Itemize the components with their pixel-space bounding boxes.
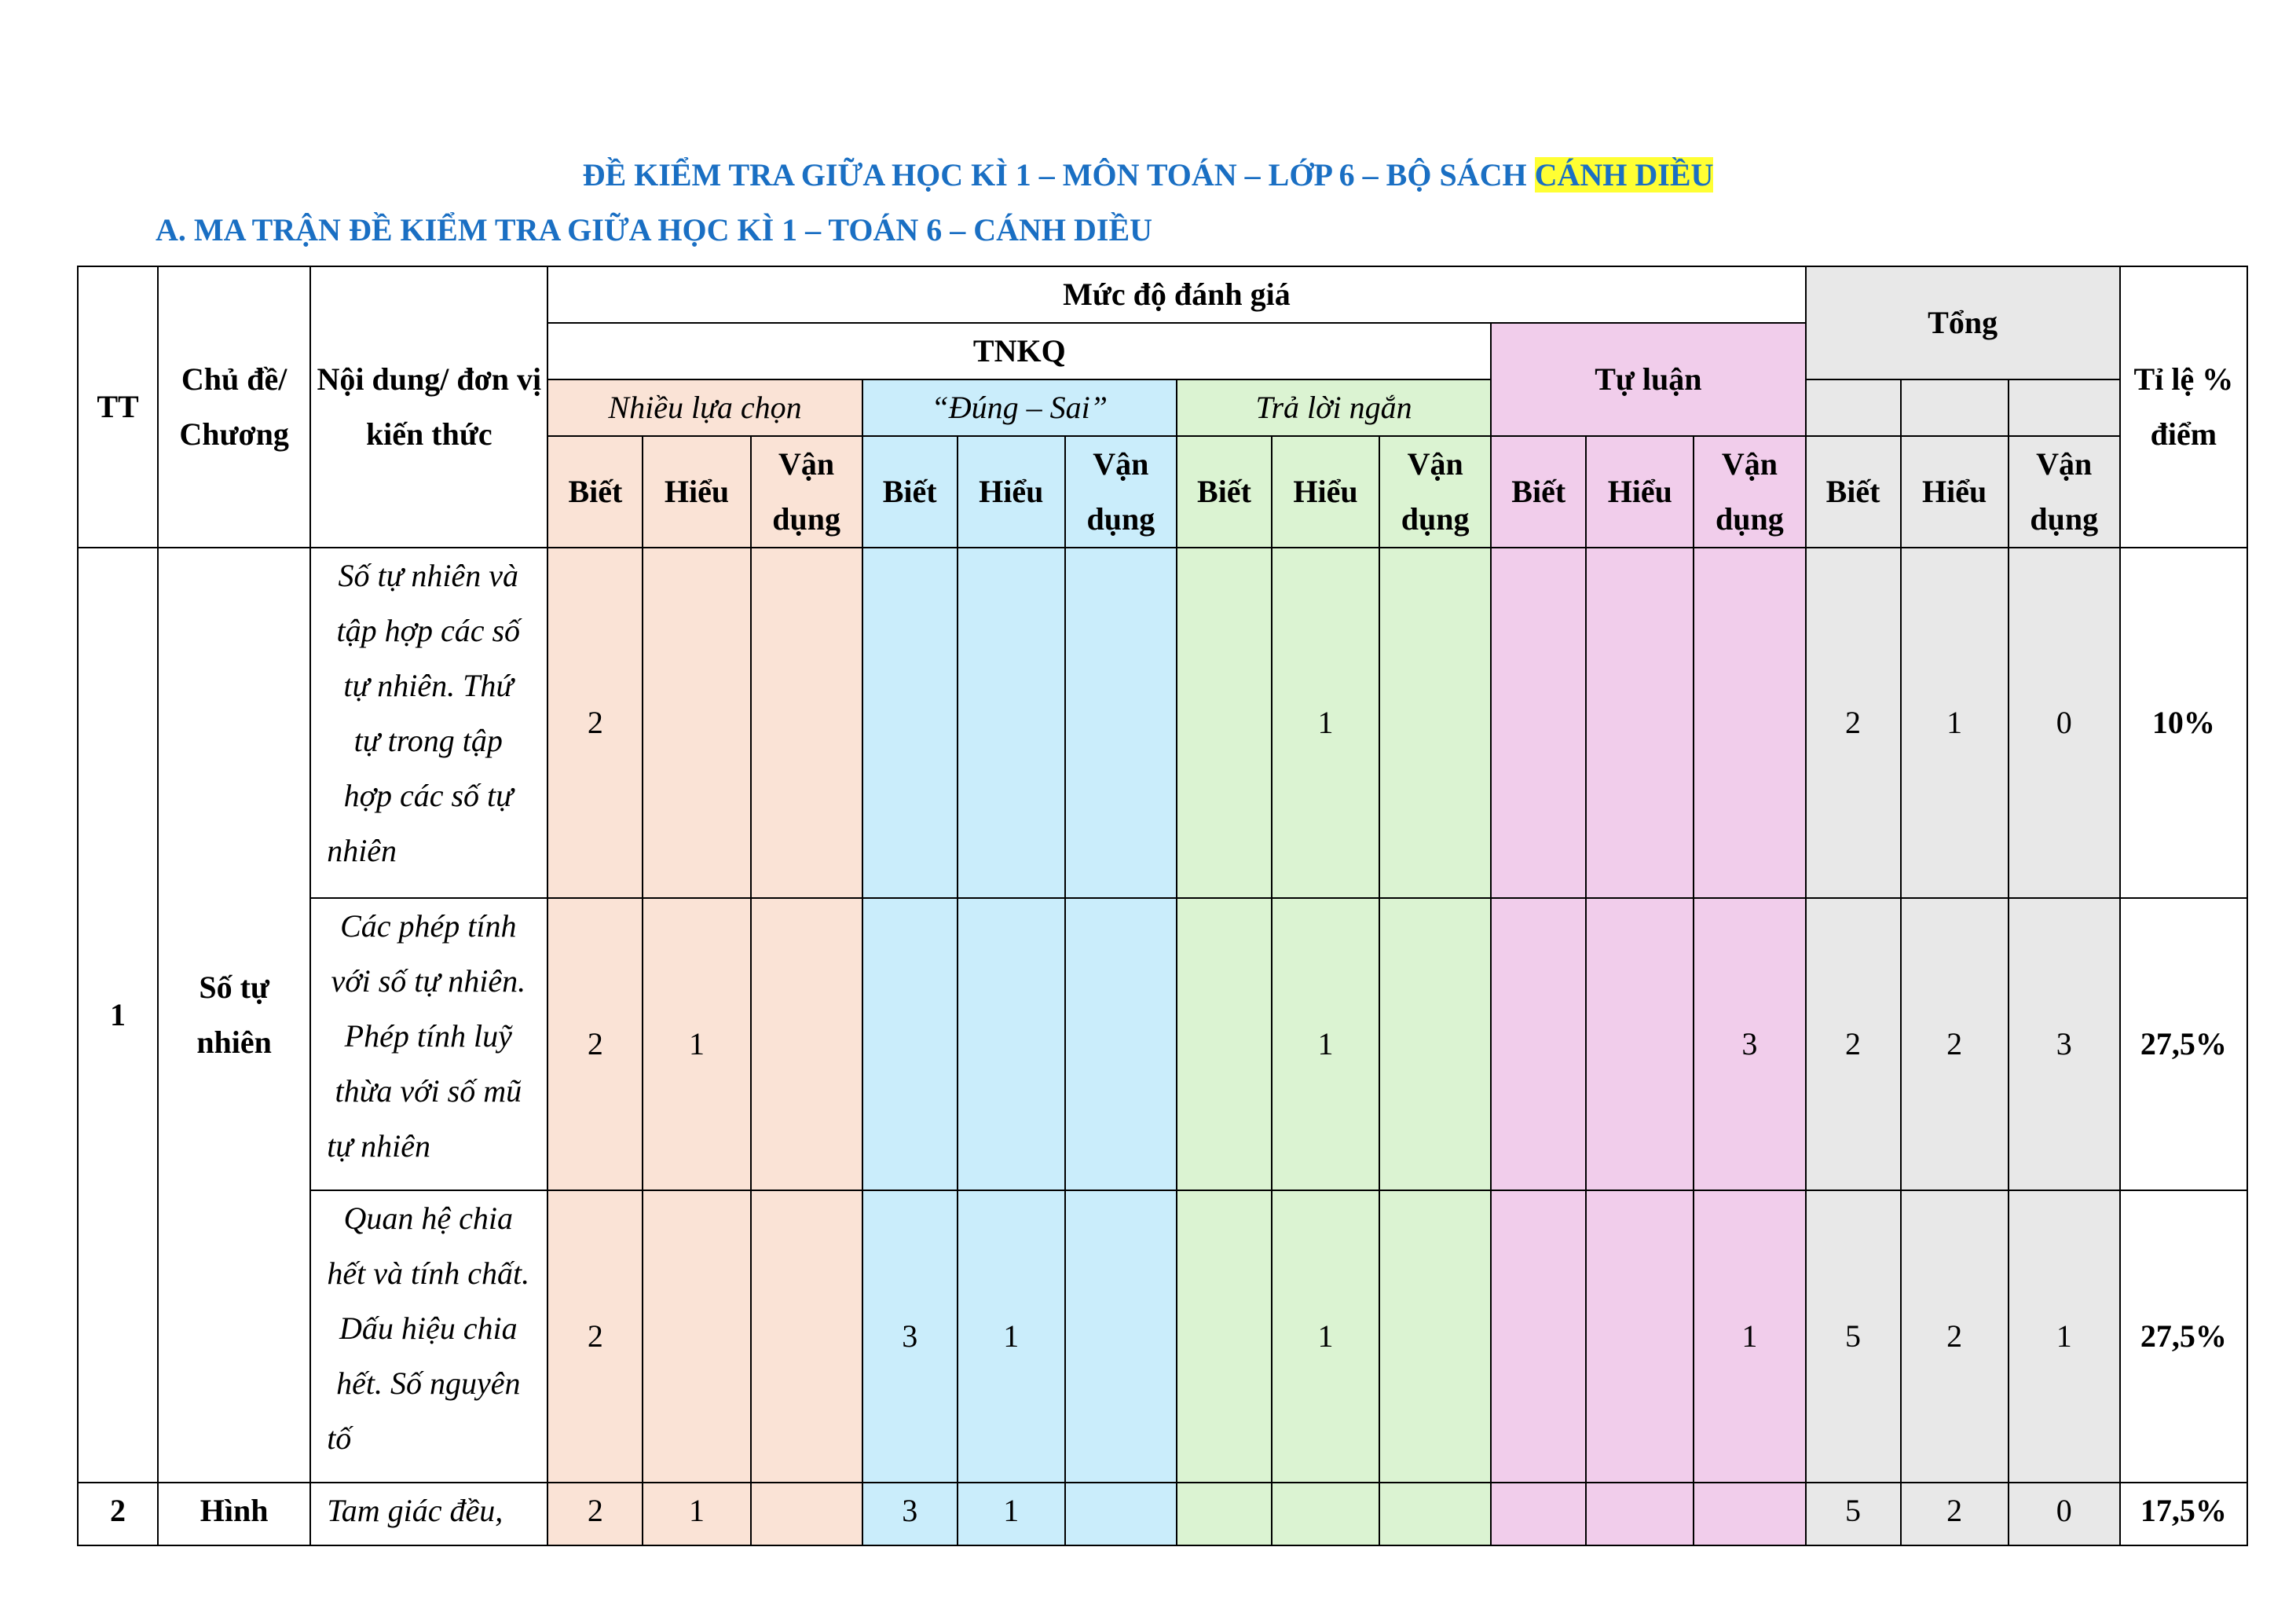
cell-count: [1586, 1190, 1694, 1483]
cell-count: [643, 1190, 750, 1483]
header-level-hieu: Hiểu: [1272, 436, 1379, 548]
cell-count: 3: [2009, 898, 2120, 1190]
cell-count: [643, 548, 750, 898]
assessment-matrix-table: [77, 266, 2248, 1546]
cell-count: 2: [547, 1190, 643, 1483]
header-row-1: [78, 266, 2247, 323]
cell-count: [1065, 1190, 1177, 1483]
table-row: [78, 1190, 2247, 1483]
cell-noi-dung: Các phép tính với số tự nhiên. Phép tính luỹ thừa với số mũ tự nhiên: [310, 898, 547, 1190]
cell-count: 1: [1272, 1190, 1379, 1483]
cell-count: [751, 1483, 862, 1545]
cell-count: [958, 548, 1065, 898]
cell-count: [862, 898, 958, 1190]
cell-tt: 2: [78, 1483, 158, 1545]
cell-count: 0: [2009, 1483, 2120, 1545]
header-level-van-dung: Vận dụng: [2009, 436, 2120, 548]
cell-count: [862, 548, 958, 898]
table-row: [78, 898, 2247, 1190]
cell-count: 1: [1901, 548, 2009, 898]
cell-count: 2: [1901, 1483, 2009, 1545]
cell-count: [1491, 548, 1586, 898]
cell-count: 1: [643, 898, 750, 1190]
cell-count: [751, 548, 862, 898]
cell-count: [1272, 1483, 1379, 1545]
header-level-van-dung: Vận dụng: [1694, 436, 1805, 548]
cell-chu-de: Số tự nhiên: [158, 548, 310, 1483]
cell-count: [1586, 898, 1694, 1190]
cell-count: 2: [1806, 548, 1901, 898]
cell-count: [1177, 1483, 1272, 1545]
header-ti-le: Tỉ lệ % điểm: [2120, 266, 2247, 548]
cell-count: 3: [1694, 898, 1805, 1190]
cell-count: 2: [1806, 898, 1901, 1190]
header-tra-loi-ngan: Trả lời ngắn: [1177, 379, 1491, 436]
cell-count: [1586, 548, 1694, 898]
cell-count: 1: [958, 1483, 1065, 1545]
header-level-biet: Biết: [1806, 436, 1901, 548]
cell-count: [1065, 548, 1177, 898]
cell-count: [1065, 1483, 1177, 1545]
cell-count: [1065, 898, 1177, 1190]
cell-count: [1491, 1190, 1586, 1483]
header-muc-do: Mức độ đánh giá: [547, 266, 1805, 323]
header-level-biet: Biết: [862, 436, 958, 548]
cell-count: 2: [547, 548, 643, 898]
cell-count: 2: [1901, 1190, 2009, 1483]
cell-count: [751, 1190, 862, 1483]
cell-count: 2: [1901, 898, 2009, 1190]
header-level-hieu: Hiểu: [1586, 436, 1694, 548]
cell-count: [1379, 1483, 1491, 1545]
cell-count: 3: [862, 1483, 958, 1545]
header-level-van-dung: Vận dụng: [751, 436, 862, 548]
cell-count: 2: [547, 898, 643, 1190]
header-tong: Tổng: [1806, 266, 2120, 379]
header-tnkq: TNKQ: [547, 323, 1491, 379]
cell-count: [1694, 548, 1805, 898]
header-chu-de: Chủ đề/ Chương: [158, 266, 310, 548]
table-row: [78, 548, 2247, 898]
cell-ti-le: 17,5%: [2120, 1483, 2247, 1545]
header-tt: TT: [78, 266, 158, 548]
header-level-biet: Biết: [1491, 436, 1586, 548]
cell-count: 1: [2009, 1190, 2120, 1483]
cell-ti-le: 27,5%: [2120, 1190, 2247, 1483]
cell-count: [1379, 548, 1491, 898]
cell-count: [1694, 1483, 1805, 1545]
header-dung-sai: “Đúng – Sai”: [862, 379, 1177, 436]
cell-tt: 1: [78, 548, 158, 1483]
cell-count: 2: [547, 1483, 643, 1545]
title-highlight: CÁNH DIỀU: [1534, 157, 1714, 192]
cell-noi-dung: Quan hệ chia hết và tính chất. Dấu hiệu chia hết. Số nguyên tố: [310, 1190, 547, 1483]
cell-count: [751, 898, 862, 1190]
header-nhieu-lua-chon: Nhiều lựa chọn: [547, 379, 862, 436]
header-tong-gap: [1806, 379, 1901, 436]
table-row: [78, 1483, 2247, 1545]
cell-ti-le: 27,5%: [2120, 898, 2247, 1190]
header-level-hieu: Hiểu: [958, 436, 1065, 548]
cell-count: 1: [1694, 1190, 1805, 1483]
cell-count: 0: [2009, 548, 2120, 898]
document-title: [0, 154, 2296, 196]
title-main: ĐỀ KIỂM TRA GIỮA HỌC KÌ 1 – MÔN TOÁN – LỚP 6 – BỘ SÁCH: [582, 157, 1535, 192]
cell-count: [1379, 1190, 1491, 1483]
cell-count: 1: [643, 1483, 750, 1545]
section-heading: A. MA TRẬN ĐỀ KIỂM TRA GIỮA HỌC KÌ 1 – TOÁN 6 – CÁNH DIỀU: [156, 212, 1153, 247]
cell-count: 1: [1272, 898, 1379, 1190]
cell-noi-dung: Số tự nhiên và tập hợp các số tự nhiên. Thứ tự trong tập hợp các số tự nhiên: [310, 548, 547, 898]
header-level-biet: Biết: [1177, 436, 1272, 548]
header-tong-gap: [2009, 379, 2120, 436]
header-level-hieu: Hiểu: [643, 436, 750, 548]
cell-count: 5: [1806, 1190, 1901, 1483]
cell-count: [1491, 898, 1586, 1190]
cell-noi-dung: Tam giác đều,: [310, 1483, 547, 1545]
cell-count: [1586, 1483, 1694, 1545]
cell-count: 3: [862, 1190, 958, 1483]
cell-count: [1177, 898, 1272, 1190]
cell-count: [1379, 898, 1491, 1190]
cell-count: [958, 898, 1065, 1190]
header-noi-dung: Nội dung/ đơn vị kiến thức: [310, 266, 547, 548]
header-tu-luan: Tự luận: [1491, 323, 1805, 436]
cell-count: 1: [1272, 548, 1379, 898]
header-level-hieu: Hiểu: [1901, 436, 2009, 548]
cell-count: [1177, 548, 1272, 898]
cell-ti-le: 10%: [2120, 548, 2247, 898]
header-level-biet: Biết: [547, 436, 643, 548]
cell-chu-de: Hình: [158, 1483, 310, 1545]
header-level-van-dung: Vận dụng: [1065, 436, 1177, 548]
header-level-van-dung: Vận dụng: [1379, 436, 1491, 548]
cell-count: 1: [958, 1190, 1065, 1483]
cell-count: [1491, 1483, 1586, 1545]
cell-count: 5: [1806, 1483, 1901, 1545]
cell-count: [1177, 1190, 1272, 1483]
header-tong-gap: [1901, 379, 2009, 436]
